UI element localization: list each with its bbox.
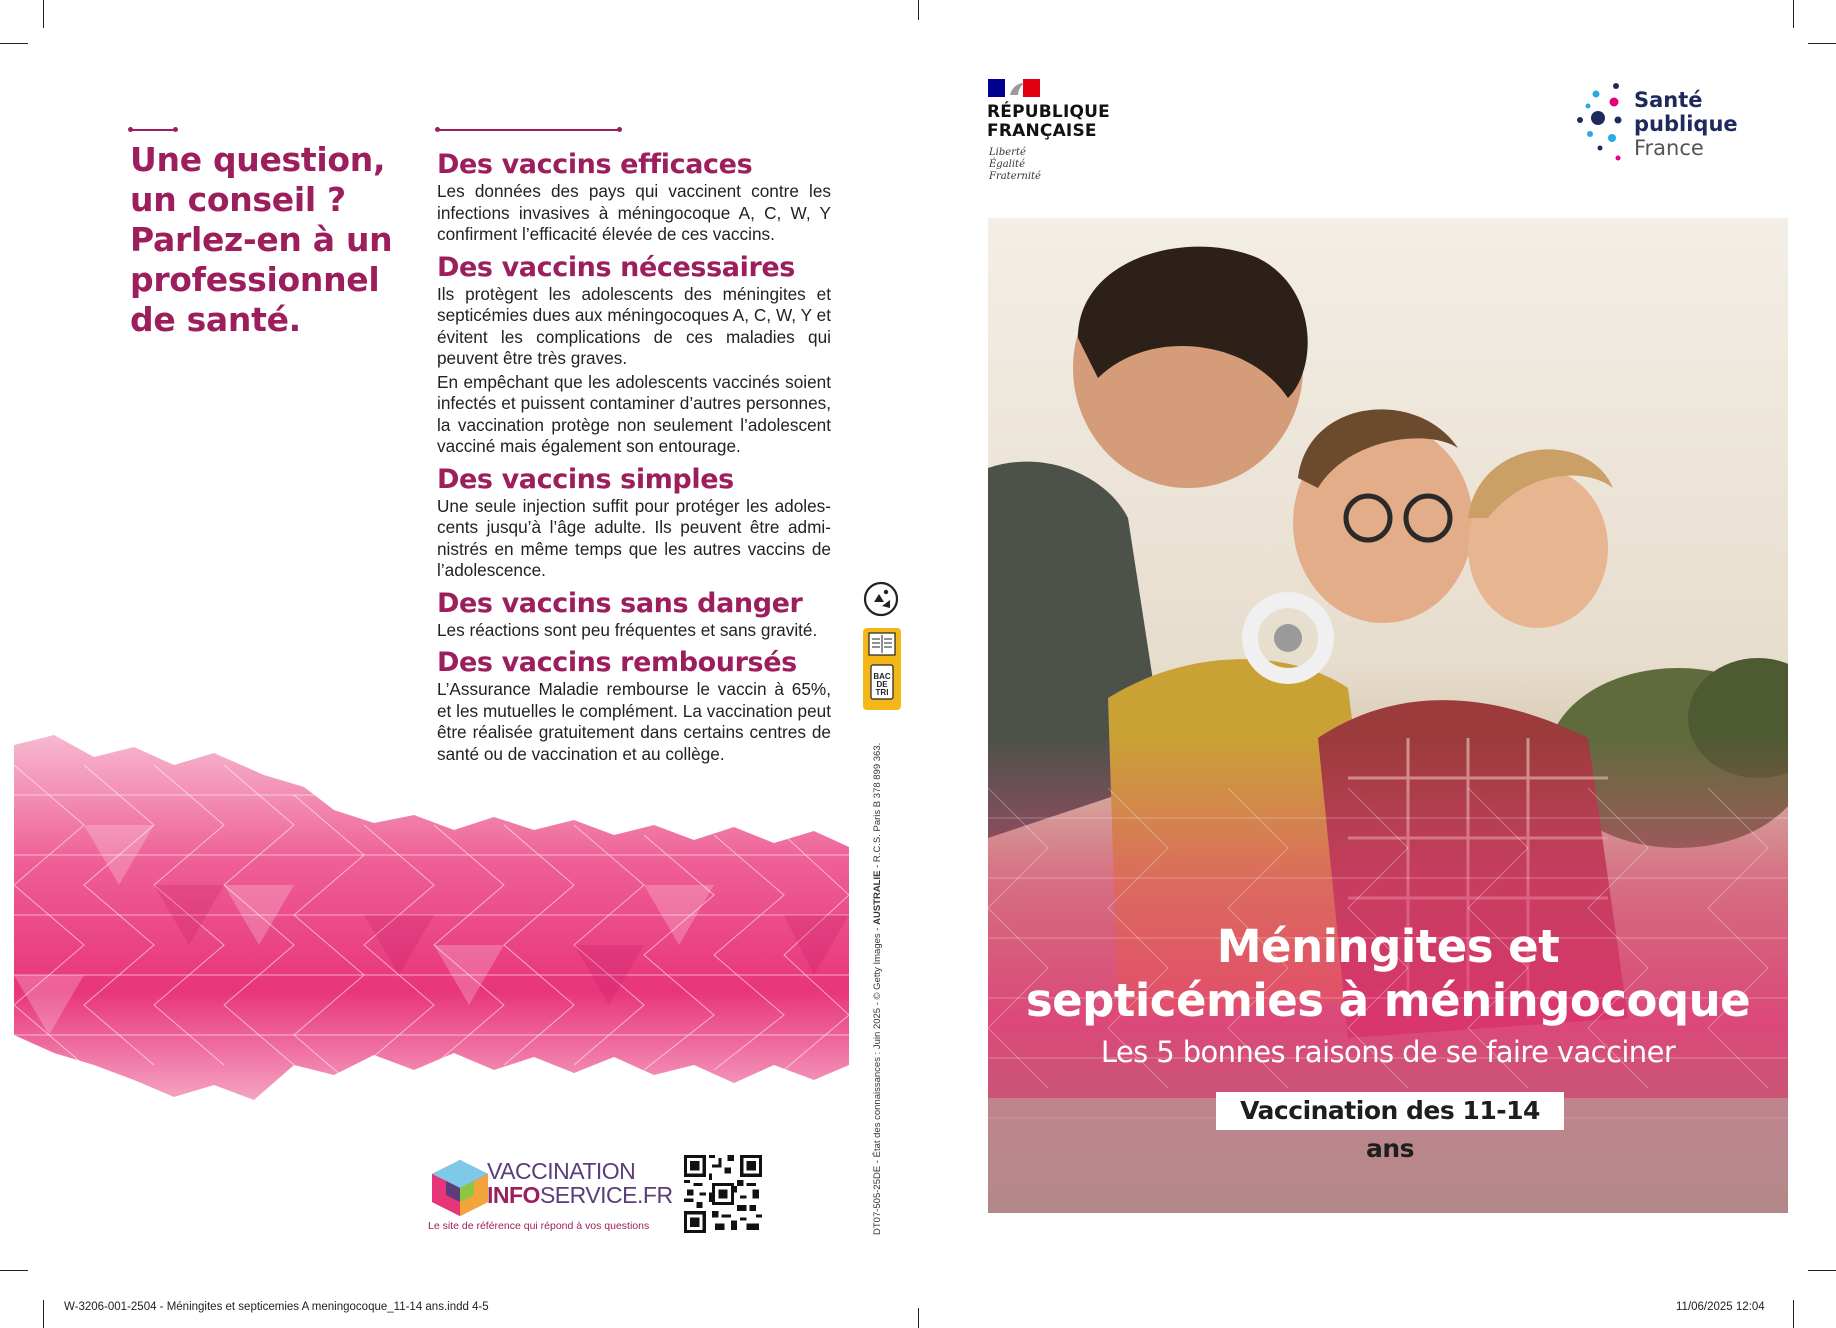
marianne-flag-icon xyxy=(988,79,1040,97)
reason-necessary xyxy=(437,251,831,458)
reason-text: Ils protègent les adolescents des méningites et septicémies dues aux méningocoques A, C, W, Y et évitent les complications de ces maladies qui peuvent être très graves. xyxy=(437,283,831,368)
vaccination-info-service-logo xyxy=(428,1160,492,1216)
reason-effective xyxy=(437,148,831,246)
republique-motto xyxy=(989,147,1041,183)
reasons-list xyxy=(437,148,831,770)
qr-code[interactable] xyxy=(684,1155,762,1233)
reason-title: Des vaccins remboursés xyxy=(437,647,797,678)
reason-text: L’Assurance Maladie rembourse le vaccin à 65%, et les mutuelles le complément. La vaccination peut être réalisée gratuitement dans certains centres de santé ou de vaccination et au collège. xyxy=(437,679,831,764)
legal-part-c: - R.C.S. Paris B 378 899 363. xyxy=(872,742,883,871)
reason-safe xyxy=(437,587,831,642)
print-date: 11/06/2025 12:04 xyxy=(1676,1301,1765,1313)
sante-publique-france-logo xyxy=(1634,88,1738,160)
legal-part-a: DT07-505-25DE - État des connaissances : Juin 2025 - © Getty Images - xyxy=(872,924,883,1235)
vis-service: SERVICE.FR xyxy=(539,1182,673,1208)
republique-line: FRANÇAISE xyxy=(987,121,1097,141)
svg-text:BAC: BAC xyxy=(873,672,891,681)
question-line: un conseil ? xyxy=(130,180,346,219)
crop-mark xyxy=(918,0,919,20)
cover-title xyxy=(988,920,1788,1028)
vis-tagline: Le site de référence qui répond à vos questions xyxy=(428,1220,650,1232)
triman-icon xyxy=(862,580,900,618)
svg-text:TRI: TRI xyxy=(875,688,889,697)
question-line: professionnel xyxy=(130,260,380,299)
spf-line: Santé xyxy=(1634,88,1703,112)
question-line: de santé. xyxy=(130,300,301,339)
cover-title-line: Méningites et xyxy=(1216,920,1560,973)
question-line: Une question, xyxy=(130,140,386,179)
legal-part-b: AUSTRALIE xyxy=(872,870,883,925)
legal-mention xyxy=(872,715,883,1235)
vis-subtitle xyxy=(487,1182,673,1209)
reason-simple xyxy=(437,463,831,582)
title-rule xyxy=(130,129,176,131)
question-line: Parlez-en à un xyxy=(130,220,393,259)
vis-title: VACCINATION xyxy=(487,1158,636,1184)
vis-info: INFO xyxy=(487,1182,540,1208)
cover-title-line: septicémies à méningocoque xyxy=(1025,974,1751,1027)
spf-line: publique xyxy=(1634,112,1738,136)
reason-text: Les données des pays qui vaccinent contre les infections invasives à méningocoque A, C, W, Y confirment l’efficacité élevée de ces vaccins. xyxy=(437,181,831,244)
republique-francaise xyxy=(987,103,1110,141)
sorting-bin-icon xyxy=(862,627,902,711)
reason-title: Des vaccins efficaces xyxy=(437,149,753,180)
crop-mark xyxy=(1808,1270,1836,1271)
crop-mark xyxy=(1793,0,1794,28)
crop-mark xyxy=(43,0,44,28)
motto-line: Égalité xyxy=(989,159,1025,170)
reason-text: Les réactions sont peu fréquentes et sans gravité. xyxy=(437,619,818,640)
crop-mark xyxy=(1808,43,1836,44)
crop-mark xyxy=(918,1308,919,1328)
age-badge: Vaccination des 11-14 ans xyxy=(1216,1092,1564,1130)
sante-publique-france-logo-icon xyxy=(1572,80,1630,164)
reason-text: Une seule injection suffit pour protéger les adolescents jusqu’à l’âge adulte. Ils peuvent être administrés en même temps que les autres vaccins de l’adolescence. xyxy=(437,495,831,580)
crop-mark xyxy=(0,1270,28,1271)
print-file-info: W-3206-001-2504 - Méningites et septicemies A meningocoque_11-14 ans.indd 4-5 xyxy=(64,1301,489,1313)
crop-mark xyxy=(0,43,28,44)
motto-line: Liberté xyxy=(989,147,1026,158)
reason-title: Des vaccins sans danger xyxy=(437,587,803,619)
cover-subtitle: Les 5 bonnes raisons de se faire vacciner xyxy=(1100,1035,1676,1069)
recycling-icons xyxy=(862,580,902,716)
svg-text:DE: DE xyxy=(876,680,888,689)
reason-text: En empêchant que les adolescents vaccinés soient infectés et puissent contaminer d’autres personnes, la vaccination protège non seulement l’adolescent vacciné mais également son entourage. xyxy=(437,371,831,456)
crop-mark xyxy=(43,1300,44,1328)
reasons-rule xyxy=(437,129,620,131)
reason-title: Des vaccins simples xyxy=(437,463,734,495)
republique-line: RÉPUBLIQUE xyxy=(987,102,1110,122)
spf-line: France xyxy=(1634,136,1704,160)
question-heading xyxy=(130,140,430,340)
motto-line: Fraternité xyxy=(989,171,1041,182)
crop-mark xyxy=(1793,1300,1794,1328)
hexagon-pattern xyxy=(14,735,849,1130)
reason-title: Des vaccins nécessaires xyxy=(437,251,795,283)
